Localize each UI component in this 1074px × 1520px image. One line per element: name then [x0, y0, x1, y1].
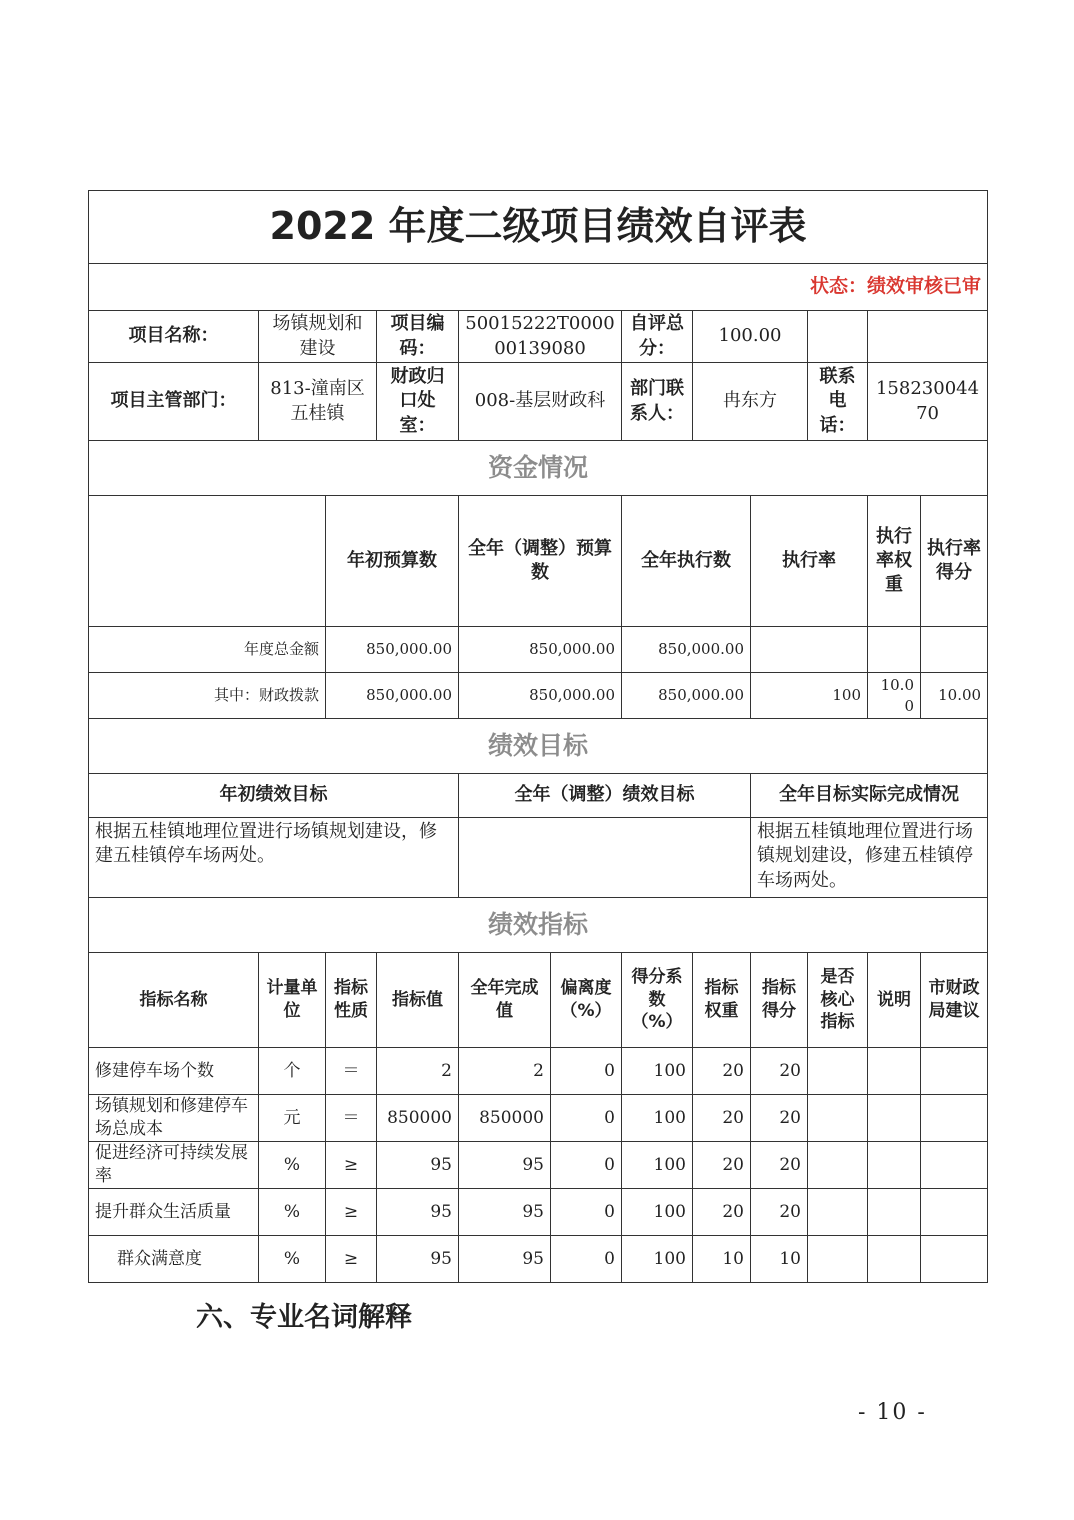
indicator-header: 指标权重	[693, 953, 751, 1048]
funds-executed: 850,000.00	[622, 673, 751, 719]
performance-self-evaluation-table	[88, 190, 988, 1283]
dept-label: 项目主管部门：	[89, 363, 259, 441]
funds-row-label: 其中：财政拨款	[89, 673, 326, 719]
page-number: - 10 -	[858, 1400, 927, 1425]
phone-label: 联系电话：	[808, 363, 868, 441]
indicator-header: 市财政局建议	[921, 953, 988, 1048]
indicator-deviation: 0	[551, 1095, 622, 1142]
indicator-nature: ＝	[326, 1048, 377, 1095]
project-code-value: 50015222T000000139080	[459, 311, 622, 363]
funds-initial: 850,000.00	[326, 673, 459, 719]
indicator-deviation: 0	[551, 1236, 622, 1283]
indicator-row	[89, 1236, 988, 1283]
indicator-advice	[921, 1236, 988, 1283]
funds-header: 年初预算数	[326, 496, 459, 627]
indicator-name: 群众满意度	[89, 1236, 259, 1283]
indicator-weight: 20	[693, 1048, 751, 1095]
indicator-name: 提升群众生活质量	[89, 1189, 259, 1236]
indicator-coef: 100	[622, 1095, 693, 1142]
indicator-core	[808, 1189, 868, 1236]
indicator-target: 95	[377, 1236, 459, 1283]
indicator-row	[89, 1095, 988, 1142]
indicator-deviation: 0	[551, 1189, 622, 1236]
indicator-coef: 100	[622, 1189, 693, 1236]
funds-initial: 850,000.00	[326, 627, 459, 673]
indicator-actual: 2	[459, 1048, 551, 1095]
empty-cell	[868, 311, 988, 363]
indicator-target: 2	[377, 1048, 459, 1095]
project-name-label: 项目名称：	[89, 311, 259, 363]
indicator-header: 指标名称	[89, 953, 259, 1048]
funds-header: 执行率	[751, 496, 868, 627]
indicator-header: 指标性质	[326, 953, 377, 1048]
indicator-note	[868, 1189, 921, 1236]
goal-adjusted	[459, 818, 751, 898]
indicator-unit: %	[259, 1236, 326, 1283]
funds-rate: 100	[751, 673, 868, 719]
indicator-advice	[921, 1048, 988, 1095]
indicator-score: 20	[751, 1189, 808, 1236]
indicator-row	[89, 1048, 988, 1095]
indicator-name: 修建停车场个数	[89, 1048, 259, 1095]
contact-label: 部门联系人：	[622, 363, 693, 441]
indicator-weight: 10	[693, 1236, 751, 1283]
indicator-header: 偏离度（%）	[551, 953, 622, 1048]
indicator-nature: ＝	[326, 1095, 377, 1142]
phone-value: 15823004470	[868, 363, 988, 441]
indicator-note	[868, 1142, 921, 1189]
section-heading: 六、专业名词解释	[196, 1302, 412, 1333]
indicator-actual: 95	[459, 1236, 551, 1283]
indicator-core	[808, 1142, 868, 1189]
funds-weight	[868, 627, 921, 673]
funds-score	[921, 627, 988, 673]
funds-header: 执行率得分	[921, 496, 988, 627]
indicator-weight: 20	[693, 1095, 751, 1142]
goals-header: 年初绩效目标	[89, 774, 459, 818]
indicator-unit: 个	[259, 1048, 326, 1095]
indicator-deviation: 0	[551, 1142, 622, 1189]
indicator-nature: ≥	[326, 1236, 377, 1283]
project-name-value: 场镇规划和建设	[259, 311, 377, 363]
indicator-nature: ≥	[326, 1189, 377, 1236]
indicator-row	[89, 1142, 988, 1189]
indicator-header: 指标值	[377, 953, 459, 1048]
indicator-note	[868, 1048, 921, 1095]
indicator-unit: %	[259, 1189, 326, 1236]
indicator-unit: %	[259, 1142, 326, 1189]
indicators-section-title: 绩效指标	[89, 898, 988, 953]
indicator-header: 指标得分	[751, 953, 808, 1048]
indicator-target: 95	[377, 1142, 459, 1189]
finance-office-value: 008-基层财政科	[459, 363, 622, 441]
indicator-unit: 元	[259, 1095, 326, 1142]
project-code-label: 项目编码：	[377, 311, 459, 363]
indicator-score: 20	[751, 1095, 808, 1142]
self-score-label: 自评总分：	[622, 311, 693, 363]
indicator-core	[808, 1095, 868, 1142]
indicator-coef: 100	[622, 1142, 693, 1189]
indicator-weight: 20	[693, 1142, 751, 1189]
indicator-score: 10	[751, 1236, 808, 1283]
indicator-header: 说明	[868, 953, 921, 1048]
funds-row-label: 年度总金额	[89, 627, 326, 673]
indicator-score: 20	[751, 1048, 808, 1095]
dept-value: 813-潼南区五桂镇	[259, 363, 377, 441]
status-label: 状态：绩效审核已审	[89, 264, 988, 311]
indicator-note	[868, 1236, 921, 1283]
indicator-coef: 100	[622, 1236, 693, 1283]
funds-weight: 10.00	[868, 673, 921, 719]
indicator-deviation: 0	[551, 1048, 622, 1095]
empty-cell	[808, 311, 868, 363]
indicator-rows	[89, 1048, 988, 1283]
indicator-header: 计量单位	[259, 953, 326, 1048]
indicator-advice	[921, 1142, 988, 1189]
indicator-actual: 95	[459, 1142, 551, 1189]
goals-section-title: 绩效目标	[89, 719, 988, 774]
indicator-score: 20	[751, 1142, 808, 1189]
indicator-actual: 95	[459, 1189, 551, 1236]
goals-header: 全年目标实际完成情况	[751, 774, 988, 818]
indicator-name: 场镇规划和修建停车场总成本	[89, 1095, 259, 1142]
indicator-target: 95	[377, 1189, 459, 1236]
funds-adjusted: 850,000.00	[459, 673, 622, 719]
indicator-header: 全年完成值	[459, 953, 551, 1048]
goal-initial: 根据五桂镇地理位置进行场镇规划建设，修建五桂镇停车场两处。	[89, 818, 459, 898]
indicator-actual: 850000	[459, 1095, 551, 1142]
indicator-target: 850000	[377, 1095, 459, 1142]
funds-section-title: 资金情况	[89, 441, 988, 496]
indicator-weight: 20	[693, 1189, 751, 1236]
indicator-core	[808, 1236, 868, 1283]
funds-score: 10.00	[921, 673, 988, 719]
indicator-header: 得分系数（%）	[622, 953, 693, 1048]
funds-adjusted: 850,000.00	[459, 627, 622, 673]
funds-rate	[751, 627, 868, 673]
indicator-header: 是否核心指标	[808, 953, 868, 1048]
contact-value: 冉东方	[693, 363, 808, 441]
empty-cell	[89, 496, 326, 627]
indicator-note	[868, 1095, 921, 1142]
finance-office-label: 财政归口处室：	[377, 363, 459, 441]
self-score-value: 100.00	[693, 311, 808, 363]
goals-header: 全年（调整）绩效目标	[459, 774, 751, 818]
indicator-advice	[921, 1189, 988, 1236]
indicator-core	[808, 1048, 868, 1095]
funds-header: 执行率权重	[868, 496, 921, 627]
indicator-row	[89, 1189, 988, 1236]
indicator-name: 促进经济可持续发展率	[89, 1142, 259, 1189]
indicator-nature: ≥	[326, 1142, 377, 1189]
funds-header: 全年（调整）预算数	[459, 496, 622, 627]
indicator-advice	[921, 1095, 988, 1142]
page-title: 2022 年度二级项目绩效自评表	[89, 191, 988, 264]
funds-header: 全年执行数	[622, 496, 751, 627]
indicator-coef: 100	[622, 1048, 693, 1095]
funds-executed: 850,000.00	[622, 627, 751, 673]
goal-actual: 根据五桂镇地理位置进行场镇规划建设，修建五桂镇停车场两处。	[751, 818, 988, 898]
